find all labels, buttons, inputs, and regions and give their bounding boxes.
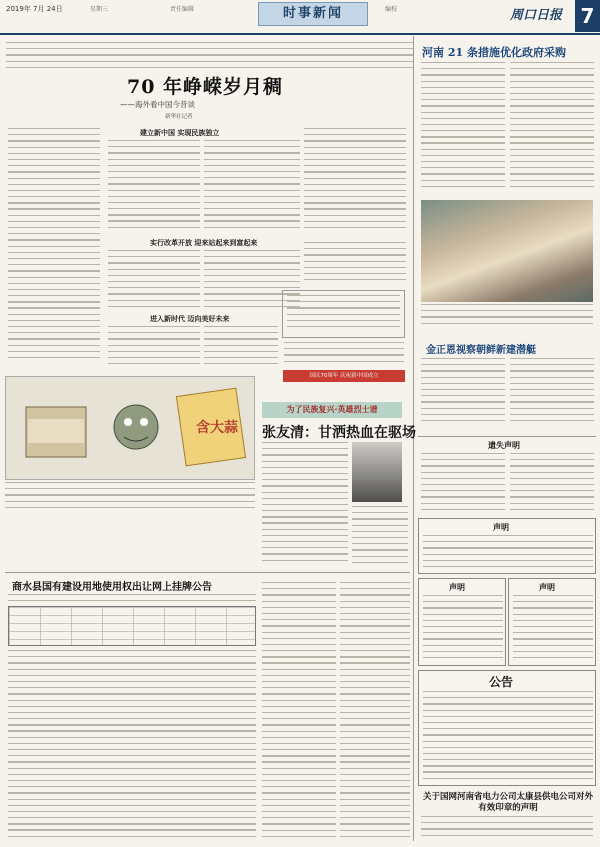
issue-date: 2019年 7月 24日 bbox=[6, 5, 63, 13]
notice-1-title: 声明 bbox=[493, 522, 509, 532]
hero-portrait bbox=[352, 442, 402, 502]
header-rule bbox=[0, 33, 600, 35]
procurement-title: 河南 21 条措施优化政府采购 bbox=[422, 46, 566, 59]
feature-body-col-3c bbox=[204, 326, 278, 370]
feature-body-col-3a bbox=[204, 140, 300, 234]
feature-body-col-4a bbox=[304, 128, 406, 236]
editorial-cartoon bbox=[5, 376, 255, 480]
notice-2-title: 声明 bbox=[449, 582, 465, 592]
subhead-2: 实行改革开放 迎来站起来到富起来 bbox=[150, 239, 258, 247]
notice-box-1 bbox=[418, 518, 596, 574]
cartoon-label: 含大蒜 bbox=[196, 420, 238, 436]
announcement-title: 公告 bbox=[489, 675, 514, 689]
land-intro bbox=[8, 594, 256, 604]
feature-body-col-2b bbox=[108, 250, 200, 310]
land-rule bbox=[5, 572, 410, 573]
lost-notice-body-1 bbox=[421, 453, 505, 513]
feature-subtitle: ——海外看中国今昔谈 bbox=[120, 100, 195, 109]
power-company-notice-title: 关于国网河南省电力公司太康县供电公司对外有效印章的声明 bbox=[422, 792, 593, 813]
feature-body-col-1 bbox=[8, 128, 100, 368]
lost-notice-body-2 bbox=[510, 453, 594, 513]
subhead-1: 建立新中国 实现民族独立 bbox=[140, 129, 220, 137]
section-name: 时事新闻 bbox=[282, 6, 343, 21]
cartoon-caption bbox=[5, 482, 255, 512]
land-auction-title: 商水县国有建设用地使用权出让网上挂牌公告 bbox=[12, 582, 212, 593]
hero-body-1 bbox=[262, 442, 348, 568]
feature-body-col-2c bbox=[108, 326, 200, 370]
feature-body-col-2a bbox=[108, 140, 200, 234]
land-body-2 bbox=[262, 582, 336, 844]
edit-info: 编校 bbox=[385, 6, 398, 13]
procurement-body-1 bbox=[421, 62, 505, 196]
feature-title: 70 年峥嵘岁月稠 bbox=[126, 76, 284, 98]
feature-body-col-4c bbox=[284, 342, 404, 368]
editor-label: 责任编辑 bbox=[170, 6, 195, 13]
lost-notice-title: 遗失声明 bbox=[488, 440, 520, 450]
photo-caption bbox=[421, 304, 593, 328]
submarine-body-2 bbox=[510, 358, 594, 428]
submarine-title: 金正恩视察朝鲜新建潜艇 bbox=[426, 345, 536, 356]
notice-box-3 bbox=[508, 578, 596, 666]
page-header bbox=[0, 0, 600, 34]
feature-sidebar-box bbox=[282, 290, 405, 338]
subhead-3: 进入新时代 迈向美好未来 bbox=[150, 315, 230, 323]
notice-box-2 bbox=[418, 578, 506, 666]
news-photo-meeting bbox=[421, 200, 593, 302]
notice-3-title: 声明 bbox=[539, 582, 555, 592]
feature-byline: 新华社记者 bbox=[165, 114, 193, 120]
feature-body-col-4b bbox=[304, 242, 406, 286]
hero-series-label: 为了民族复兴·英雄烈士谱 bbox=[286, 405, 378, 414]
hero-story-title: 张友清：甘洒热血在驱场 bbox=[262, 425, 416, 441]
feature-sidebar-tag: 国庆70周年 庆祝新中国成立 bbox=[283, 370, 405, 382]
hero-series-tag bbox=[262, 402, 402, 418]
power-company-notice-body bbox=[421, 816, 593, 844]
page-number: 7 bbox=[575, 0, 600, 32]
land-body-3 bbox=[340, 582, 410, 844]
land-parcel-table bbox=[8, 606, 256, 646]
right-rule-1 bbox=[418, 436, 596, 437]
cartoon-illustration bbox=[6, 377, 256, 481]
hero-body-2 bbox=[352, 506, 408, 568]
weekday: 星期三 bbox=[90, 6, 109, 13]
masthead-logo: 周口日报 bbox=[510, 8, 563, 23]
land-body-1 bbox=[8, 650, 256, 844]
section-banner bbox=[258, 2, 368, 26]
submarine-body-1 bbox=[421, 358, 505, 428]
announcement-box bbox=[418, 670, 596, 786]
procurement-body-2 bbox=[510, 62, 594, 196]
feature-intro-text bbox=[6, 42, 414, 70]
